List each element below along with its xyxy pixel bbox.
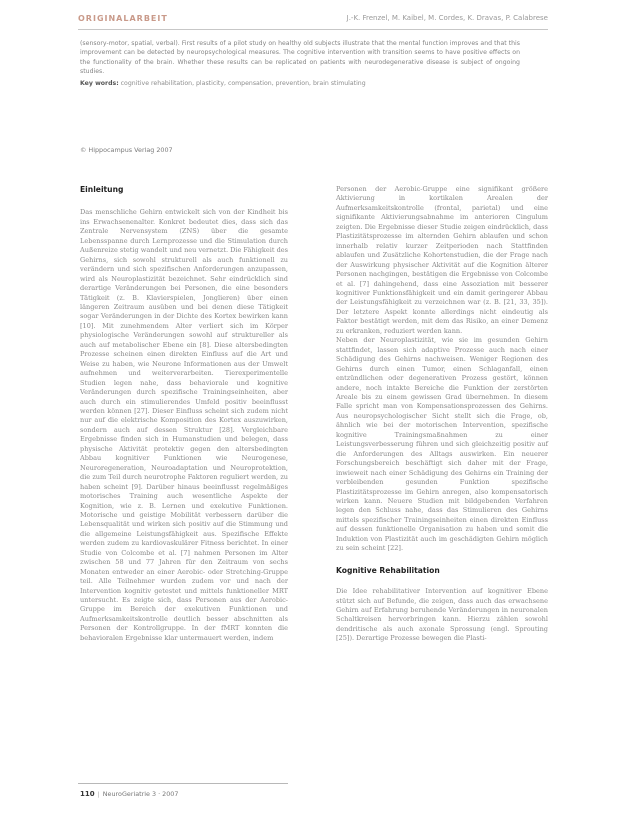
running-header bbox=[78, 14, 548, 30]
header-divider bbox=[78, 29, 548, 30]
keywords-text: cognitive rehabilitation, plasticity, compensation, prevention, brain stimulating bbox=[120, 79, 366, 87]
section-heading-kognitive-rehabilitation: Kognitive Rehabilitation bbox=[336, 565, 440, 575]
running-authors: J.-K. Frenzel, M. Kaibel, M. Cordes, K. Dravas, P. Calabrese bbox=[346, 14, 548, 22]
footer-separator: | bbox=[97, 790, 100, 798]
body-paragraph: Personen der Aerobic-Gruppe eine signifikant größere Aktivierung in kortikalen Arealen der Aufmerksamkeitskontrolle (frontal, parietal) und eine signifikante Aktivierungsabnahme im anterioren Cingulum zeigten. Die Ergebnisse dieser Studie zeigen eindrücklich, dass Plastizitätsprozesse im alternden Gehirn ablaufen und schon innerhalb relativ kurzer Zeitperioden nach Stattfinden ablaufen und Zusätzliche Kohortenstudien, die der Frage nach der Auswirkung physischer Aktivität auf die Kognition älterer Personen nachgingen, bestätigen die Ergebnisse von Colcombe et al. [7] dahingehend, dass eine Assoziation mit besserer kognitiver Funktionsfähigkeit und ein damit geringerer Abbau der Leistungsfähigkeit zu verzeichnen war (z. B. [21, 33, 35]). Der letztere Aspekt konnte allerdings nicht eindeutig als Faktor bestätigt werden, mit dem das Risiko, an einer Demenz zu erkranken, reduziert werden kann. bbox=[336, 185, 548, 335]
abstract-tail bbox=[80, 39, 520, 88]
body-paragraph: Das menschliche Gehirn entwickelt sich von der Kindheit bis ins Erwachsenenalter. Konkret bedeutet dies, dass sich das Zentrale Nervensystem (ZNS) über die gesamte Lebensspanne durch Lernprozesse und die Stimulation durch Außenreize stetig wandelt und neu vernetzt. Die Fähigkeit des Gehirns, sich sowohl strukturell als auch funktionell zu verändern und sich spezifischen Anforderungen anzupassen, wird als Neuroplastizität bezeichnet. Sehr eindrücklich sind derartige Veränderungen bei Personen, die eine besonders Tätigkeit (z. B. Klavierspielen, Jonglieren) über einen längeren Zeitraum ausüben und bei denen diese Tätigkeit sogar Veränderungen in der Dichte des Kortex bewirken kann [10]. Mit zunehmendem Alter verliert sich im Körper physiologische Veränderungen sowohl auf struktureller als auch auf metabolischer Ebene ein [8]. Diese altersbedingten Prozesse scheinen einen direkten Einfluss auf die Art und Weise zu haben, wie Neurone Informationen aus der Umwelt aufnehmen und weiterverarbeiten. Tierexperimentelle Studien legen nahe, dass behaviorale und kognitive Veränderungen durch spezifische Trainingseinheiten, aber auch durch ein stimulierendes Umfeld positiv beeinflusst werden können [27]. Dieser Einfluss scheint sich zudem nicht nur auf die elektrische Komposition des Kortex auszuwirken, sondern auch auf dessen Struktur [28]. Vergleichbare Ergebnisse finden sich in Humanstudien und belegen, dass physische Aktivität protektiv gegen den altersbedingten Abbau kognitiver Funktionen wie Neurogenese, Neuroregeneration, Neuroadaptation und Neuroprotektion, die zum Teil durch neurotrophe Faktoren reguliert werden, zu haben scheint [9]. Darüber hinaus beeinflusst regelmäßiges motorisches Training auch wesentliche Aspekte der Kognition, wie z. B. Lernen und exekutive Funktionen. Motorische und geistige Mobilität verbessern darüber die Lebensqualität und wirken sich positiv auf die Stimmung und die allgemeine Leistungsfähigkeit aus. Spezifische Effekte werden zudem zu kardiovaskulärer Fitness berichtet. In einer Studie von Colcombe et al. [7] nahmen Personen im Alter zwischen 58 und 77 Jahren für den Zeitraum von sechs Monaten entweder an einer Aerobic- oder Stretching-Gruppe teil. Alle Teilnehmer wurden zudem vor und nach der Intervention kognitiv getestet und mittels funktioneller MRT untersucht. Es zeigte sich, dass Personen aus der Aerobic-Gruppe im Bereich der exekutiven Funktionen und Aufmerksamkeitskontrolle deutlich besser abschnitten als Personen der Kontrollgruppe. In der fMRT konnten die behavioralen Ergebnisse klar untermauert werden, indem bbox=[80, 208, 289, 642]
left-column bbox=[80, 185, 288, 643]
body-paragraph: Die Idee rehabilitativer Intervention auf kognitiver Ebene stützt sich auf Befunde, die zeigen, dass auch das erwachsene Gehirn auf Erfahrung beruhende Veränderungen in neuronalen Schaltkreisen hervorbringen kann. Hierzu zählen sowohl dendritische als auch axonale Sprossung (engl. Sprouting [25]). Derartige Prozesse bewegen die Plasti- bbox=[336, 587, 548, 643]
copyright-notice: © Hippocampus Verlag 2007 bbox=[80, 146, 173, 154]
section-heading-einleitung: Einleitung bbox=[80, 185, 124, 194]
abstract-text: (sensory-motor, spatial, verbal). First results of a pilot study on healthy old subjects illustrate that the mental function improves and that this improvement can be detected by neuropsychological measures. The cognitive intervention with transition seems to have positive effects on the functionality of the brain. Whether these results can be replicated on patients with neurodegenerative disease is subject of ongoing studies. bbox=[80, 40, 520, 76]
keywords-line bbox=[80, 79, 520, 88]
section-label: ORIGINALARBEIT bbox=[78, 14, 168, 23]
page-footer bbox=[80, 790, 178, 798]
body-paragraph: Neben der Neuroplastizität, wie sie im gesunden Gehirn stattfindet, lassen sich adaptive Prozesse auch nach einer Schädigung des Gehirns nachweisen. Weniger Regionen des Gehirns durch einen Tumor, einen Schlaganfall, einen entzündlichen oder degenerativen Prozess gestört, können andere, noch intakte Bereiche die Funktion der zerstörten Areale bis zu einem gewissen Grad übernehmen. In diesem Falle spricht man von Kompensationsprozessen des Gehirns. Aus neuropsychologischer Sicht stellt sich die Frage, ob, ähnlich wie bei der motorischen Intervention, spezifische kognitive Trainingsmaßnahmen zu einer Leistungsverbesserung führen und sich gleichzeitig positiv auf die Anforderungen des Alltags auswirken. Ein neuerer Forschungsbereich beschäftigt sich daher mit der Frage, inwieweit nach einer Schädigung des Gehirns ein Training der verbleibenden gesunden Funktion spezifische Plastizitätsprozesse im Gehirn anregen, also kompensatorisch wirken kann. Neuere Studien mit bildgebenden Verfahren legen den Schluss nahe, dass das Stimulieren des Gehirns mittels spezifischer Trainingseinheiten einen direkten Einfluss auf dessen funktionelle Organisation zu haben und somit die Induktion von Plastizität auch im geschädigten Gehirn möglich zu sein scheint [22]. bbox=[336, 336, 548, 553]
page-number: 110 bbox=[80, 790, 95, 798]
journal-name: NeuroGeriatrie 3 · 2007 bbox=[102, 790, 179, 798]
footer-divider bbox=[78, 783, 288, 784]
keywords-label: Key words: bbox=[80, 79, 119, 87]
right-column bbox=[336, 185, 548, 644]
